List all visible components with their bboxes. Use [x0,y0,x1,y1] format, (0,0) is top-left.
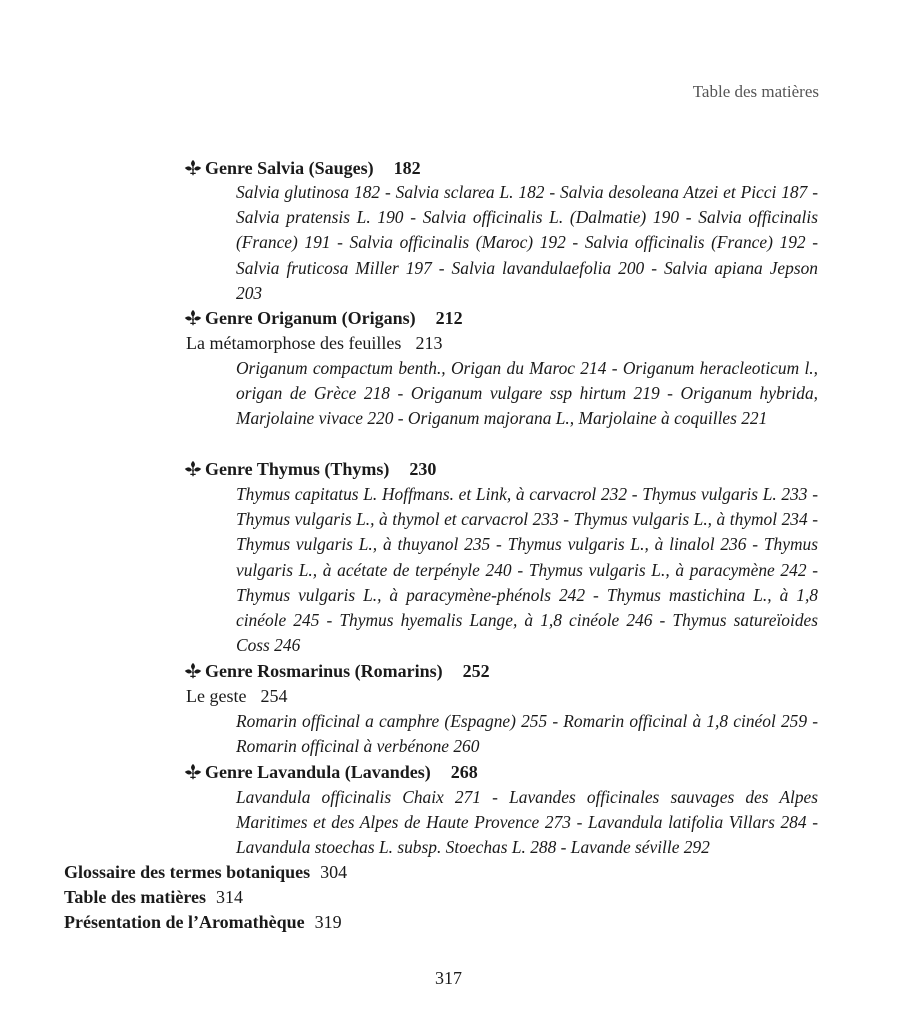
genre-page: 230 [409,459,437,479]
entry-title: Table des matières [64,887,206,907]
genre-title: Genre Lavandula (Lavandes) [205,762,431,782]
entry-title: Présentation de l’Aromathèque [64,912,305,932]
subsection-title: Le geste [186,686,247,706]
toc-genre-thymus [184,457,436,481]
subsection-page: 213 [415,333,443,353]
toc-genre-rosmarinus [184,659,490,683]
genre-page: 182 [393,158,421,178]
genre-title: Genre Rosmarinus (Romarins) [205,661,443,681]
species-list-salvia: Salvia glutinosa 182 - Salvia sclarea L. 182 - Salvia desoleana Atzei et Picci 187 - Salvia pratensis L. 190 - Salvia officinalis L. (Dalmatie) 190 - Salvia officinalis (France) 191 - Salvia officinalis (Maroc) 192 - Salvia officinalis (France) 192 - Salvia fruticosa Miller 197 - Salvia lavandulaefolia 200 - Salvia apiana Jepson 203 [236,182,818,303]
species-list-thymus: Thymus capitatus L. Hoffmans. et Link, à carvacrol 232 - Thymus vulgaris L. 233 - Thymus vulgaris L., à thymol et carvacrol 233 - Thymus vulgaris L., à thymol 234 - Thymus vulgaris L., à thuyanol 235 - Thymus vulgaris L., à linalol 236 - Thymus vulgaris L., à acétate de terpényle 240 - Thymus vulgaris L., à paracymène 242 - Thymus vulgaris L., à paracymène-phénols 242 - Thymus mastichina L., à 1,8 cinéole 245 - Thymus hyemalis Lange, à 1,8 cinéole 246 - Thymus satureïoides Coss 246 [236,484,818,656]
fleuron-icon [184,662,202,680]
toc-genre-lavandula [184,760,478,784]
page-number: 317 [435,968,462,988]
species-list-rosmarinus: Romarin officinal a camphre (Espagne) 255 - Romarin officinal à 1,8 cinéol 259 - Romarin officinal à verbénone 260 [236,711,818,757]
toc-entry-presentation [64,910,342,934]
genre-title: Genre Salvia (Sauges) [205,158,374,178]
entry-page: 319 [314,912,342,932]
fleuron-icon [184,309,202,327]
species-list-lavandula: Lavandula officinalis Chaix 271 - Lavandes officinales sauvages des Alpes Maritimes et des Alpes de Haute Provence 273 - Lavandula latifolia Villars 284 - Lavandula stoechas L. subsp. Stoechas L. 288 - Lavande séville 292 [236,787,818,858]
toc-entry-table-des-matieres [64,885,243,909]
fleuron-icon [184,159,202,177]
toc-subsection-metamorphose [186,331,442,355]
toc-subsection-le-geste [186,684,287,708]
genre-page: 252 [462,661,490,681]
toc-genre-origanum [184,306,463,330]
fleuron-icon [184,460,202,478]
subsection-page: 254 [260,686,288,706]
toc-genre-salvia [184,156,421,180]
subsection-title: La métamorphose des feuilles [186,333,402,353]
fleuron-icon [184,763,202,781]
entry-page: 314 [216,887,243,907]
entry-page: 304 [320,862,348,882]
genre-title: Genre Origanum (Origans) [205,308,416,328]
genre-page: 268 [450,762,478,782]
genre-title: Genre Thymus (Thyms) [205,459,390,479]
running-head: Table des matières [692,82,819,101]
entry-title: Glossaire des termes botaniques [64,862,311,882]
toc-entry-glossaire [64,860,347,884]
genre-page: 212 [435,308,463,328]
species-list-origanum: Origanum compactum benth., Origan du Maroc 214 - Origanum heracleoticum l., origan de Grèce 218 - Origanum vulgare ssp hirtum 219 - Origanum hybrida, Marjolaine vivace 220 - Origanum majorana L., Marjolaine à coquilles 221 [236,358,818,429]
